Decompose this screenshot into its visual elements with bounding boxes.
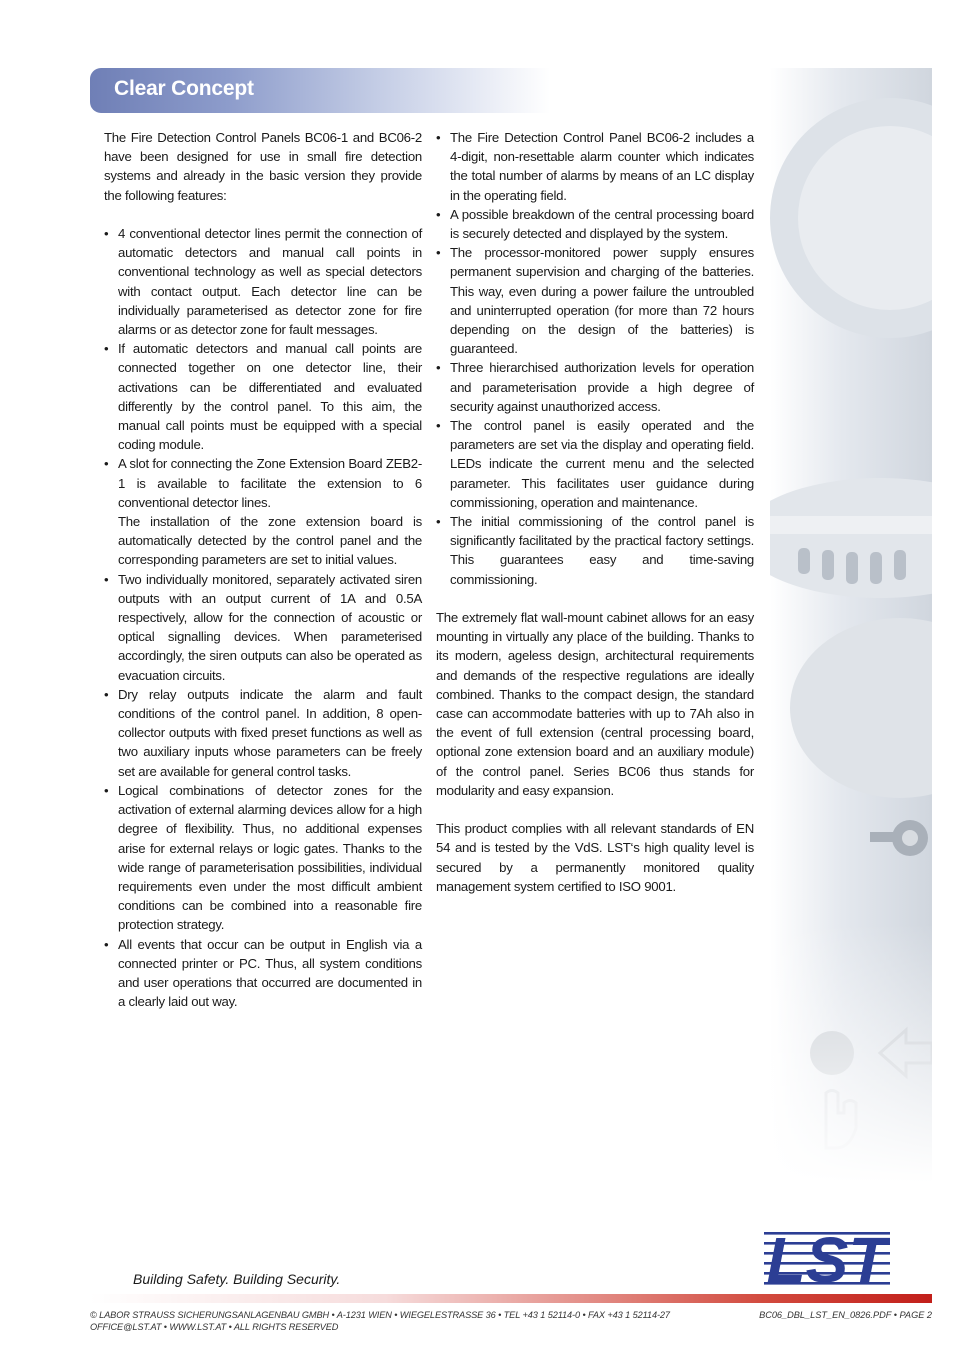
list-item-text: A slot for connecting the Zone Extension Board ZEB2-1 is available to facilitate the extension to 6 conventional detector lines. bbox=[118, 456, 422, 510]
list-item: • Dry relay outputs indicate the alarm and fault conditions of the control panel. In addition, 8 open-collector outputs with fixed preset functions as well as two auxiliary inputs whose parameters can be freely set are available for general control tasks. bbox=[104, 685, 422, 781]
lst-logo bbox=[764, 1224, 890, 1288]
list-item: • The Fire Detection Control Panel BC06-2 includes a 4-digit, non-resettable alarm counter which indicates the total number of alarms by means of an LC display in the operating field. bbox=[436, 128, 754, 205]
footer-address-line: OFFICE@LST.AT • WWW.LST.AT • ALL RIGHTS RESERVED bbox=[90, 1322, 339, 1332]
section-title: Clear Concept bbox=[114, 77, 254, 100]
standards-paragraph: This product complies with all relevant standards of EN 54 and is tested by the VdS. LST‘s high quality level is secured by a permanently monitored quality management system certified to ISO 9001. bbox=[436, 821, 754, 894]
footer-rule bbox=[90, 1294, 932, 1303]
footer-address bbox=[90, 1309, 730, 1333]
list-item: • Logical combinations of detector zones for the activation of external alarming devices allow for a high degree of flexibility. Thus, no additional expenses arise for external relays or logic gates. Thanks to the wide range of parameterisation possibilities, individual requirements even under the most difficult ambient conditions can be combined into a reasonable fire protection strategy. bbox=[104, 781, 422, 935]
list-item: • The processor-monitored power supply ensures permanent supervision and charging of the batteries. This way, even during a power failure the untroubled and uninterrupted operation (for more than 72 hours depending on the design of the batteries) is guaranteed. bbox=[436, 243, 754, 358]
right-column bbox=[436, 128, 754, 896]
feature-list-right bbox=[436, 128, 754, 589]
footer-address-line: © LABOR STRAUSS SICHERUNGSANLAGENBAU GMBH • A-1231 WIEN • WIEGELESTRASSE 36 • TEL +43 1 52114-0 • FAX +43 1 52114-27 bbox=[90, 1310, 670, 1320]
intro-paragraph: The Fire Detection Control Panels BC06-1 and BC06-2 have been designed for use in small fire detection systems and already in the basic version they provide the following features: bbox=[104, 130, 422, 203]
list-item bbox=[104, 454, 422, 569]
list-item: • All events that occur can be output in English via a connected printer or PC. Thus, all system conditions and user operations that occurred are documented in a clearly laid out way. bbox=[104, 935, 422, 1012]
list-item: • The control panel is easily operated and the parameters are set via the display and operating field. LEDs indicate the current menu and the selected parameter. This facilitates user guidance during commissioning, operation and maintenance. bbox=[436, 416, 754, 512]
list-item: • If automatic detectors and manual call points are connected together on one detector line, their activations can be differentiated and evaluated differently by the control panel. To this aim, the manual call points must be equipped with a special coding module. bbox=[104, 339, 422, 454]
key-icon bbox=[870, 820, 928, 856]
tagline: Building Safety. Building Security. bbox=[133, 1271, 341, 1287]
list-item: • 4 conventional detector lines permit the connection of automatic detectors and manual call points in conventional technology as well as special detectors with contact output. Each detector line can be individually parameterised as detector zone for fire alarms or as detector zone for fault messages. bbox=[104, 224, 422, 339]
logo-text: LST bbox=[766, 1224, 888, 1288]
list-item-continuation: The installation of the zone extension board is automatically detected by the control panel and the corresponding parameters are set to initial values. bbox=[118, 514, 422, 568]
cabinet-paragraph: The extremely flat wall-mount cabinet allows for an easy mounting in virtually any place of the building. Thanks to its modern, ageless design, architectural requirements and demands of the respective regulations are ideally combined. Thanks to the compact design, the standard case can accommodate batteries with up to 7Ah also in the event of full extension (central processing board, optional zone extension board and an auxiliary module) of the control panel. Series BC06 thus stands for modularity and easy expansion. bbox=[436, 610, 754, 798]
list-item: • Three hierarchised authorization levels for operation and parameterisation provide a high degree of security against unauthorized access. bbox=[436, 358, 754, 416]
footer-doc-reference: BC06_DBL_LST_EN_0826.PDF • PAGE 2 bbox=[759, 1310, 932, 1320]
list-item: • The initial commissioning of the control panel is significantly facilitated by the practical factory settings. This guarantees easy and time-saving commissioning. bbox=[436, 512, 754, 589]
list-item: • A possible breakdown of the central processing board is securely detected and displayed by the system. bbox=[436, 205, 754, 243]
section-header-bar bbox=[90, 68, 550, 113]
list-item: • Two individually monitored, separately activated siren outputs with an output current of 1A and 0.5A respectively, allow for the connection of acoustic or optical signalling devices. When parameterised accordingly, the siren outputs can also be operated as evacuation circuits. bbox=[104, 570, 422, 685]
feature-list-left bbox=[104, 224, 422, 1011]
product-photo-strip bbox=[770, 68, 932, 1183]
left-column bbox=[104, 128, 422, 1011]
